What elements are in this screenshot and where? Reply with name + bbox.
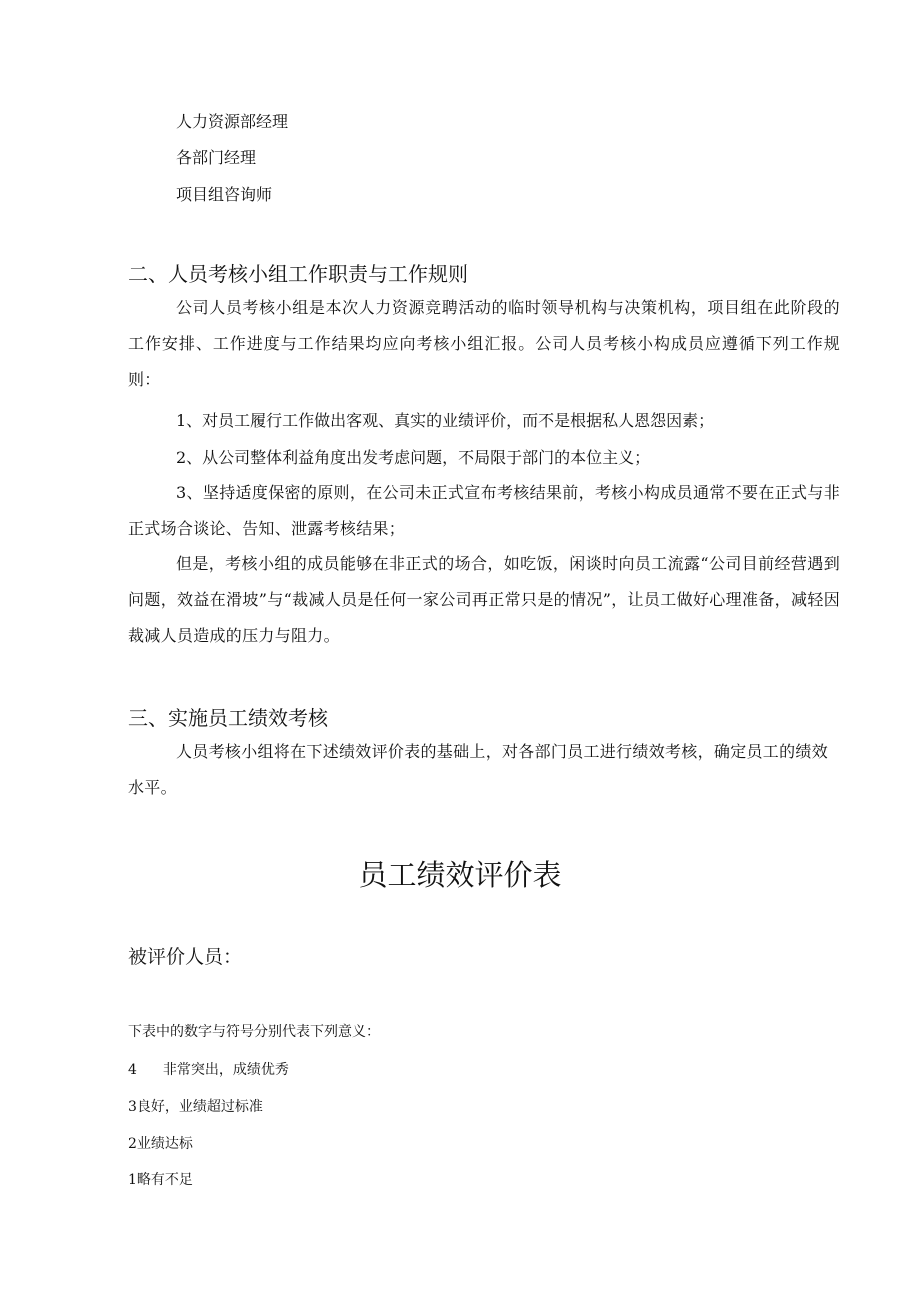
evaluated-person-label: 被评价人员： <box>128 946 243 968</box>
legend-meaning: 略有不足 <box>136 1172 193 1188</box>
legend-item <box>128 1061 289 1079</box>
member-department-managers: 各部门经理 <box>176 148 257 167</box>
legend-meaning: 非常突出，成绩优秀 <box>162 1062 289 1078</box>
section-2-heading: 二、人员考核小组工作职责与工作规则 <box>128 262 468 286</box>
member-project-consultant: 项目组咨询师 <box>176 185 273 204</box>
legend-intro: 下表中的数字与符号分别代表下列意义： <box>128 1024 380 1040</box>
section-3-heading: 三、实施员工绩效考核 <box>128 706 328 730</box>
member-hr-manager: 人力资源部经理 <box>176 112 289 131</box>
legend-code: 1 <box>128 1172 137 1188</box>
rule-1: 1、对员工履行工作做出客观、真实的业绩评价，而不是根据私人恩怨因素； <box>176 411 715 430</box>
section-2-intro: 公司人员考核小组是本次人力资源竞聘活动的临时领导机构与决策机构，项目组在此阶段的工作安排、工作进度与工作结果均应向考核小组汇报。公司人员考核小构成员应遵循下列工作规则： <box>128 298 840 389</box>
legend-meaning: 良好，业绩超过标准 <box>136 1099 263 1115</box>
rule-2: 2、从公司整体利益角度出发考虑问题，不局限于部门的本位主义； <box>176 448 651 467</box>
rule-3: 3、坚持适度保密的原则，在公司未正式宣布考核结果前，考核小构成员通常不要在正式与非正式场合谈论、告知、泄露考核结果； <box>128 483 840 538</box>
legend-code: 4 <box>128 1062 137 1078</box>
legend-item <box>128 1135 193 1153</box>
legend-code: 3 <box>128 1099 137 1115</box>
legend-code: 2 <box>128 1136 137 1152</box>
section-2-note: 但是，考核小组的成员能够在非正式的场合，如吃饭，闲谈时向员工流露“公司目前经营遇到问题，效益在滑坡”与“裁减人员是任何一家公司再正常只是的情况”，让员工做好心理准备，减轻因裁减人员造成的压力与阻力。 <box>128 554 840 645</box>
section-3-body: 人员考核小组将在下述绩效评价表的基础上，对各部门员工进行绩效考核，确定员工的绩效水平。 <box>128 742 829 797</box>
form-title: 员工绩效评价表 <box>358 858 562 892</box>
legend-item <box>128 1098 263 1116</box>
legend-item <box>128 1171 193 1189</box>
legend-meaning: 业绩达标 <box>136 1136 193 1152</box>
